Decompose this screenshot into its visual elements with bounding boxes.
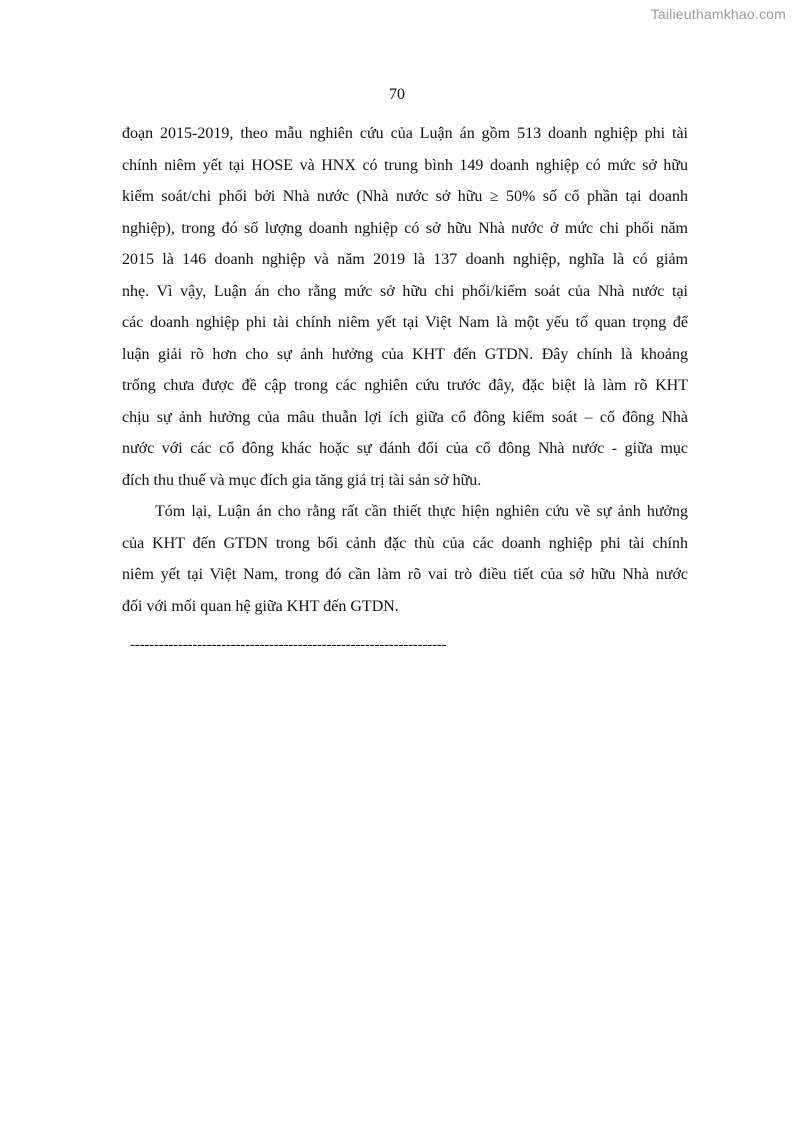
text-line: trống chưa được đề cập trong các nghiên cứu trước đây, đặc biệt là làm rõ KHT [122,377,688,394]
text-line: luận giải rõ hơn cho sự ảnh hưởng của KHT đến GTDN. Đây chính là khoảng [122,345,688,363]
paragraph-2 [122,496,688,622]
text-line: niêm yết tại Việt Nam, trong đó cần làm rõ vai trò điều tiết của sở hữu Nhà nước [122,566,688,583]
text-line: đoạn 2015-2019, theo mẫu nghiên cứu của Luận án gồm 513 doanh nghiệp phi tài [122,125,688,142]
text-line: nghiệp), trong đó số lượng doanh nghiệp có sở hữu Nhà nước ở mức chi phối năm [122,219,688,237]
text-line: 2015 là 146 doanh nghiệp và năm 2019 là 137 doanh nghiệp, nghĩa là có giảm [122,251,688,268]
text-line: đích thu thuế và mục đích gia tăng giá trị tài sản sở hữu. [122,471,482,489]
paragraph-1 [122,118,688,496]
body-text [122,118,688,622]
text-line: kiểm soát/chi phối bởi Nhà nước (Nhà nước sở hữu ≥ 50% số cổ phần tại doanh [122,188,688,205]
text-line: các doanh nghiệp phi tài chính niêm yết tại Việt Nam là một yếu tố quan trọng để [122,314,688,331]
text-line: nhẹ. Vì vậy, Luận án cho rằng mức sở hữu chi phối/kiểm soát của Nhà nước tại [122,282,688,300]
text-line: chính niêm yết tại HOSE và HNX có trung bình 149 doanh nghiệp có mức sở hữu [122,156,688,174]
text-line: chịu sự ảnh hưởng của mâu thuẫn lợi ích giữa cổ đông kiểm soát – cổ đông Nhà [122,408,688,426]
text-line: của KHT đến GTDN trong bối cảnh đặc thù của các doanh nghiệp phi tài chính [122,534,688,552]
section-separator: ------------------------------------------------------------------ [130,637,447,653]
page-number: 70 [389,86,405,103]
watermark: Tailieuthamkhao.com [650,6,786,22]
text-line: đối với mối quan hệ giữa KHT đến GTDN. [122,597,399,615]
text-line: nước với các cổ đông khác hoặc sự đánh đổi của cổ đông Nhà nước - giữa mục [122,440,688,457]
text-line: Tóm lại, Luận án cho rằng rất cần thiết thực hiện nghiên cứu về sự ảnh hưởng [155,503,688,520]
